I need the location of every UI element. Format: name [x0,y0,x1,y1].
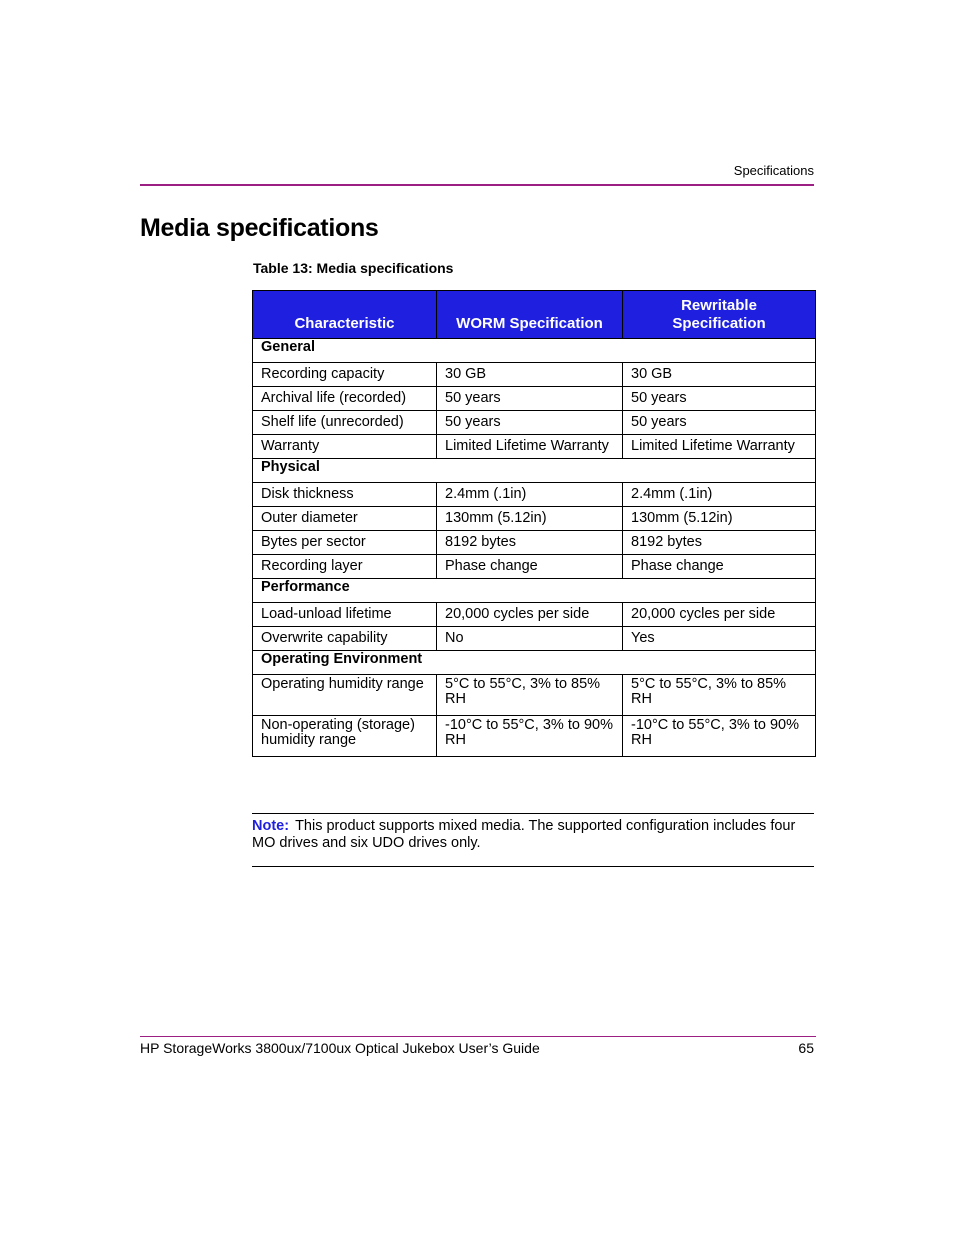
page-title: Media specifications [140,214,379,242]
characteristic-cell: Shelf life (unrecorded) [253,411,437,435]
table-row [253,603,816,627]
section-row [253,651,816,675]
table-row [253,716,816,757]
rewritable-cell: 8192 bytes [623,531,816,555]
characteristic-cell: Recording capacity [253,363,437,387]
table-caption: Table 13: Media specifications [253,260,454,276]
section-heading: Physical [253,459,816,483]
characteristic-cell: Disk thickness [253,483,437,507]
rewritable-cell: 2.4mm (.1in) [623,483,816,507]
column-header-rewritable [623,291,816,339]
rewritable-cell: Yes [623,627,816,651]
worm-cell: 130mm (5.12in) [437,507,623,531]
footer-title: HP StorageWorks 3800ux/7100ux Optical Jukebox User’s Guide [140,1040,540,1056]
worm-cell: 20,000 cycles per side [437,603,623,627]
table-body [253,339,816,757]
rewritable-cell: 20,000 cycles per side [623,603,816,627]
characteristic-cell: Warranty [253,435,437,459]
section-row [253,579,816,603]
rewritable-cell: 50 years [623,387,816,411]
worm-cell: 5°C to 55°C, 3% to 85% RH [437,675,623,716]
worm-cell: 8192 bytes [437,531,623,555]
worm-cell: Phase change [437,555,623,579]
note-label: Note: [252,818,290,834]
footer-rule [140,1036,816,1037]
characteristic-cell: Non-operating (storage) humidity range [253,716,437,757]
note-top-rule [252,813,814,814]
worm-cell: 30 GB [437,363,623,387]
rewritable-cell: 50 years [623,411,816,435]
rewritable-cell: 130mm (5.12in) [623,507,816,531]
rewritable-cell: -10°C to 55°C, 3% to 90% RH [623,716,816,757]
characteristic-cell: Outer diameter [253,507,437,531]
note [252,818,812,852]
header-rule [140,184,814,186]
rewritable-cell: Phase change [623,555,816,579]
table-row [253,531,816,555]
note-text: This product supports mixed media. The supported configuration includes four MO drives and six UDO drives only. [252,818,796,851]
page-number: 65 [798,1040,814,1056]
characteristic-cell: Overwrite capability [253,627,437,651]
section-row [253,339,816,363]
characteristic-cell: Archival life (recorded) [253,387,437,411]
note-bottom-rule [252,866,814,867]
worm-cell: 50 years [437,387,623,411]
table-row [253,363,816,387]
table-row [253,555,816,579]
characteristic-cell: Operating humidity range [253,675,437,716]
column-header-characteristic: Characteristic [253,291,437,339]
worm-cell: -10°C to 55°C, 3% to 90% RH [437,716,623,757]
table-row [253,483,816,507]
rewritable-cell: 30 GB [623,363,816,387]
worm-cell: 50 years [437,411,623,435]
table-row [253,435,816,459]
rewritable-cell: 5°C to 55°C, 3% to 85% RH [623,675,816,716]
section-heading: Operating Environment [253,651,816,675]
column-header-worm: WORM Specification [437,291,623,339]
characteristic-cell: Bytes per sector [253,531,437,555]
worm-cell: No [437,627,623,651]
table-row [253,675,816,716]
characteristic-cell: Recording layer [253,555,437,579]
media-spec-table [252,290,816,757]
characteristic-cell: Load-unload lifetime [253,603,437,627]
rewritable-cell: Limited Lifetime Warranty [623,435,816,459]
section-heading: General [253,339,816,363]
section-heading: Performance [253,579,816,603]
table-row [253,507,816,531]
table-row [253,387,816,411]
worm-cell: 2.4mm (.1in) [437,483,623,507]
table-header-row [253,291,816,339]
section-row [253,459,816,483]
table-row [253,627,816,651]
table-row [253,411,816,435]
column-header-rewritable-label: Rewritable Specification [672,297,766,332]
worm-cell: Limited Lifetime Warranty [437,435,623,459]
running-head: Specifications [733,163,814,178]
